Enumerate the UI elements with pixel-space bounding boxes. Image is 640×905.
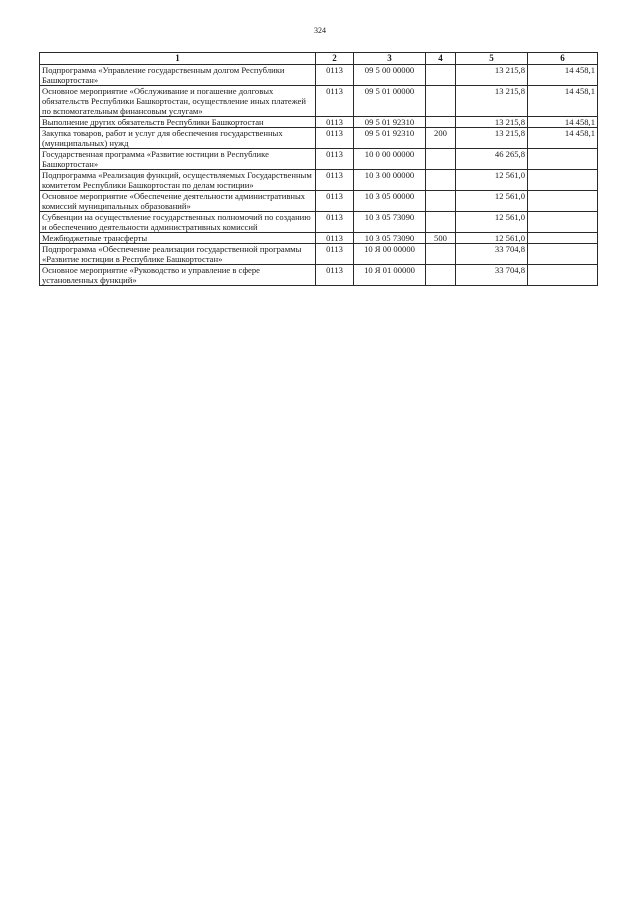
table-row: [40, 212, 598, 233]
section-code: 0113: [316, 212, 354, 233]
amount-col5: 13 215,8: [456, 128, 528, 149]
amount-col5: 12 561,0: [456, 212, 528, 233]
expense-type-code: [426, 170, 456, 191]
target-article-code: 10 3 05 73090: [354, 233, 426, 244]
item-name: Государственная программа «Развитие юстиции в Республике Башкортостан»: [40, 149, 316, 170]
column-header: 3: [354, 53, 426, 65]
expense-type-code: [426, 244, 456, 265]
amount-col5: 33 704,8: [456, 265, 528, 286]
amount-col6: 14 458,1: [528, 117, 598, 128]
target-article-code: 10 3 05 00000: [354, 191, 426, 212]
amount-col6: 14 458,1: [528, 65, 598, 86]
item-name: Основное мероприятие «Руководство и управление в сфере установленных функций»: [40, 265, 316, 286]
expense-type-code: [426, 65, 456, 86]
section-code: 0113: [316, 244, 354, 265]
target-article-code: 10 3 00 00000: [354, 170, 426, 191]
target-article-code: 09 5 01 92310: [354, 117, 426, 128]
expense-type-code: [426, 117, 456, 128]
amount-col6: 14 458,1: [528, 128, 598, 149]
item-name: Субвенции на осуществление государственных полномочий по созданию и обеспечению деятельности административных комиссий: [40, 212, 316, 233]
column-header: 1: [40, 53, 316, 65]
item-name: Подпрограмма «Обеспечение реализации государственной программы «Развитие юстиции в Республике Башкортостан»: [40, 244, 316, 265]
section-code: 0113: [316, 233, 354, 244]
amount-col5: 12 561,0: [456, 233, 528, 244]
table-row: [40, 149, 598, 170]
target-article-code: 10 3 05 73090: [354, 212, 426, 233]
budget-table: [39, 52, 598, 286]
column-header: 4: [426, 53, 456, 65]
amount-col6: 14 458,1: [528, 86, 598, 117]
item-name: Подпрограмма «Реализация функций, осуществляемых Государственным комитетом Республики Башкортостан по делам юстиции»: [40, 170, 316, 191]
expense-type-code: [426, 86, 456, 117]
section-code: 0113: [316, 65, 354, 86]
item-name: Закупка товаров, работ и услуг для обеспечения государственных (муниципальных) нужд: [40, 128, 316, 149]
expense-type-code: 500: [426, 233, 456, 244]
item-name: Выполнение других обязательств Республики Башкортостан: [40, 117, 316, 128]
target-article-code: 10 Я 00 00000: [354, 244, 426, 265]
section-code: 0113: [316, 265, 354, 286]
column-header: 5: [456, 53, 528, 65]
column-header: 6: [528, 53, 598, 65]
amount-col5: 12 561,0: [456, 170, 528, 191]
target-article-code: 09 5 01 00000: [354, 86, 426, 117]
target-article-code: 09 5 01 92310: [354, 128, 426, 149]
item-name: Основное мероприятие «Обеспечение деятельности административных комиссий муниципальных образований»: [40, 191, 316, 212]
amount-col6: [528, 149, 598, 170]
page-number: 324: [314, 26, 326, 35]
amount-col5: 13 215,8: [456, 117, 528, 128]
section-code: 0113: [316, 170, 354, 191]
table-header-row: [40, 53, 598, 65]
amount-col6: [528, 265, 598, 286]
target-article-code: 10 0 00 00000: [354, 149, 426, 170]
expense-type-code: [426, 212, 456, 233]
table-row: [40, 117, 598, 128]
amount-col5: 12 561,0: [456, 191, 528, 212]
target-article-code: 10 Я 01 00000: [354, 265, 426, 286]
item-name: Подпрограмма «Управление государственным долгом Республики Башкортостан»: [40, 65, 316, 86]
table-row: [40, 265, 598, 286]
amount-col5: 13 215,8: [456, 65, 528, 86]
amount-col5: 33 704,8: [456, 244, 528, 265]
table-row: [40, 244, 598, 265]
section-code: 0113: [316, 191, 354, 212]
amount-col6: [528, 233, 598, 244]
section-code: 0113: [316, 86, 354, 117]
table-row: [40, 170, 598, 191]
section-code: 0113: [316, 149, 354, 170]
amount-col6: [528, 191, 598, 212]
expense-type-code: [426, 149, 456, 170]
expense-type-code: 200: [426, 128, 456, 149]
table-row: [40, 128, 598, 149]
table-row: [40, 86, 598, 117]
table-row: [40, 233, 598, 244]
column-header: 2: [316, 53, 354, 65]
amount-col6: [528, 244, 598, 265]
expense-type-code: [426, 265, 456, 286]
amount-col6: [528, 170, 598, 191]
amount-col6: [528, 212, 598, 233]
section-code: 0113: [316, 128, 354, 149]
target-article-code: 09 5 00 00000: [354, 65, 426, 86]
amount-col5: 46 265,8: [456, 149, 528, 170]
item-name: Основное мероприятие «Обслуживание и погашение долговых обязательств Республики Башкортостан, осуществление иных платежей по вспомогательным финансовым услугам»: [40, 86, 316, 117]
section-code: 0113: [316, 117, 354, 128]
item-name: Межбюджетные трансферты: [40, 233, 316, 244]
table-row: [40, 65, 598, 86]
expense-type-code: [426, 191, 456, 212]
amount-col5: 13 215,8: [456, 86, 528, 117]
table-row: [40, 191, 598, 212]
